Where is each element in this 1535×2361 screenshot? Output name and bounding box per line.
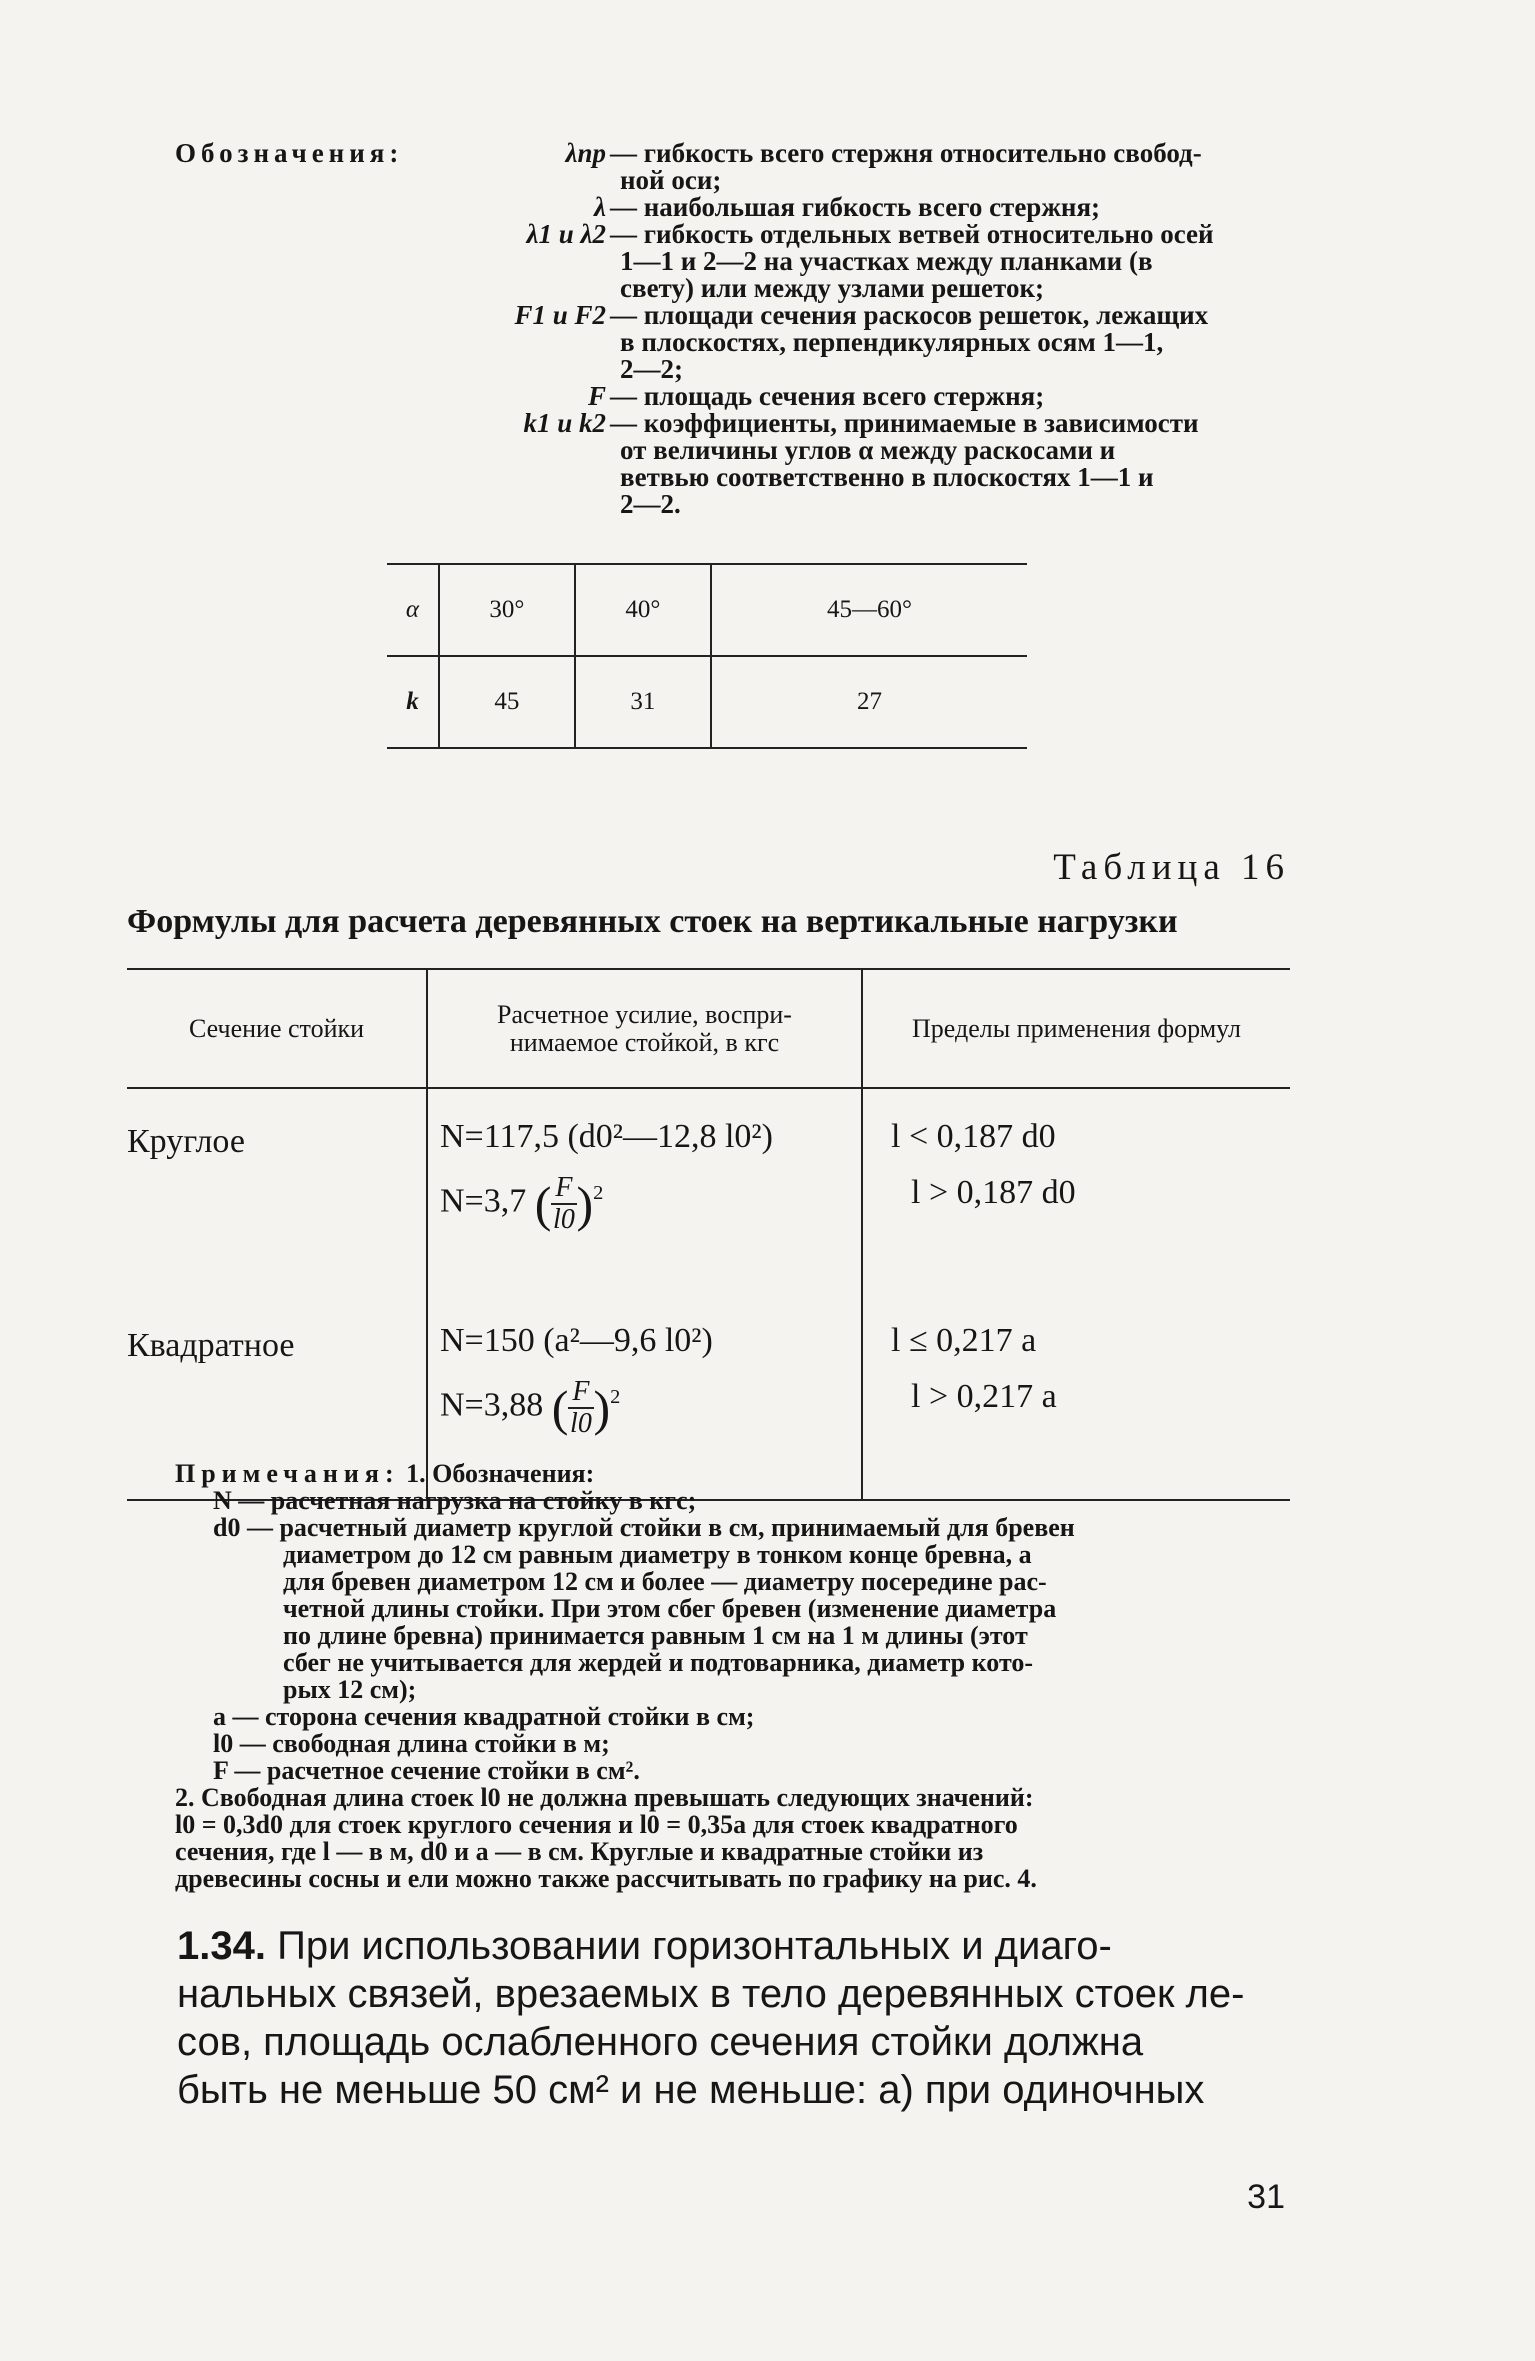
note-line: l0 = 0,3d0 для стоек круглого сечения и l0 = 0,35a для стоек квадратного [175,1810,1018,1839]
designation-row [175,491,1295,518]
designation-row [175,329,1295,356]
table-title: Формулы для расчета деревянных стоек на вертикальные нагрузки [127,903,1178,940]
note-line: 2. Свободная длина стоек l0 не должна превышать следующих значений: [175,1783,1034,1812]
designation-definition: ной оси; [620,165,722,195]
designation-definition: — коэффициенты, принимаемые в зависимости [610,408,1199,438]
table-label: Таблица 16 [1053,847,1290,888]
table-cell: 31 [575,656,711,747]
section-cell: Круглое [127,1123,245,1160]
designation-row [175,410,1295,437]
paragraph-number: 1.34. [177,1924,266,1968]
column-header: Сечение стойки [127,970,427,1088]
table-cell: 45—60° [711,565,1027,656]
paragraph-line: нальных связей, врезаемых в тело деревянных стоек ле- [177,1972,1245,2016]
formula-line: N=3,88 ( $\frac{F}{l0})^2$ [440,1375,621,1439]
note-line: по длине бревна) принимается равным 1 см на 1 м длины (этот [283,1621,1028,1650]
alpha-row [387,565,1027,656]
table-cell: 40° [575,565,711,656]
page-number: 31 [1247,2178,1285,2216]
formula-line: N=3,7 ( $\frac{F}{l0})^2$ [440,1171,604,1235]
designation-row [175,356,1295,383]
note-line: F — расчетное сечение стойки в см². [213,1756,640,1785]
designation-row [175,383,1295,410]
section-cell: Квадратное [127,1327,295,1364]
limit-line: l < 0,187 d0 [891,1118,1056,1155]
designation-row [175,302,1295,329]
column-header: Пределы применения формул [862,970,1290,1088]
table-header-row [127,970,1290,1088]
designation-row [175,437,1295,464]
paragraph-line: сов, площадь ослабленного сечения стойки должна [177,2020,1144,2064]
formula-line: N=150 (a²—9,6 l0²) [440,1322,713,1359]
table-cell: α [387,565,439,656]
limit-line: l > 0,217 a [911,1378,1057,1415]
table-16 [127,968,1290,1501]
table-cell: k [406,688,419,715]
note-line: диаметром до 12 см равным диаметру в тонком конце бревна, а [283,1540,1032,1569]
note-line: сечения, где l — в м, d0 и a — в см. Круглые и квадратные стойки из [175,1837,984,1866]
table-row [127,1088,1290,1293]
note-line: рых 12 см); [283,1675,417,1704]
note-line: N — расчетная нагрузка на стойку в кгс; [213,1486,697,1515]
designation-row [175,221,1295,248]
paragraph-line: При использовании горизонтальных и диаго- [277,1924,1112,1968]
designation-row [175,275,1295,302]
designation-definition: — площадь сечения всего стержня; [610,381,1045,411]
note-line: 1. Обозначения: [406,1459,595,1488]
designation-definition: в плоскостях, перпендикулярных осям 1—1, [620,327,1164,357]
table-cell: 30° [439,565,575,656]
note-line: четной длины стойки. При этом сбег бревен (изменение диаметра [283,1594,1057,1623]
limit-line: l ≤ 0,217 a [891,1322,1037,1359]
designation-definition: ветвью соответственно в плоскостях 1—1 и [620,462,1154,492]
note-line: l0 — свободная длина стойки в м; [213,1729,610,1758]
designation-term: λпр [565,138,606,168]
notes-block [175,1460,1295,1892]
note-line: древесины сосны и ели можно также рассчитывать по графику на рис. 4. [175,1864,1037,1893]
designation-definition: — площади сечения раскосов решеток, лежащих [610,300,1209,330]
designation-definition: — гибкость отдельных ветвей относительно осей [610,219,1214,249]
designation-definition: — гибкость всего стержня относительно свобод- [610,138,1202,168]
note-line: сбег не учитывается для жердей и подтоварника, диаметр кото- [283,1648,1034,1677]
table-cell: 45 [439,656,575,747]
designations-block [175,140,1295,518]
designation-definition: 2—2; [620,354,683,384]
designation-row [175,248,1295,275]
designation-term: k1 и k2 [523,408,606,438]
notes-heading: Примечания: [175,1459,400,1488]
designation-row [175,167,1295,194]
designation-definition: от величины углов α между раскосами и [620,435,1116,465]
designation-row [175,464,1295,491]
paragraph-1-34 [177,1922,1292,2114]
note-line: d0 — расчетный диаметр круглой стойки в см, принимаемый для бревен [213,1513,1075,1542]
designation-row [175,140,1295,167]
limit-line: l > 0,187 d0 [911,1174,1076,1211]
designation-definition: 2—2. [620,489,681,519]
formula-line: N=117,5 (d0²—12,8 l0²) [440,1118,773,1155]
designation-term: F [587,381,606,411]
designation-definition: — наибольшая гибкость всего стержня; [610,192,1101,222]
formula-cell [427,1088,862,1293]
note-line: a — сторона сечения квадратной стойки в см; [213,1702,755,1731]
designation-term: λ [594,192,606,222]
column-header: Расчетное усилие, воспри-нимаемое стойкой, в кгс [427,970,862,1088]
table-cell: 27 [711,656,1027,747]
note-line: для бревен диаметром 12 см и более — диаметру посередине рас- [283,1567,1047,1596]
designation-definition: 1—1 и 2—2 на участках между планками (в [620,246,1153,276]
designation-row [175,194,1295,221]
k-row [387,656,1027,747]
designation-term: λ1 и λ2 [526,219,606,249]
designation-definition: свету) или между узлами решеток; [620,273,1044,303]
k-coefficient-table [387,563,1027,749]
designations-heading: Обозначения: [175,138,404,168]
limits-cell [862,1088,1290,1293]
paragraph-line: быть не меньше 50 см² и не меньше: а) при одиночных [177,2068,1205,2112]
designation-term: F1 и F2 [514,300,606,330]
